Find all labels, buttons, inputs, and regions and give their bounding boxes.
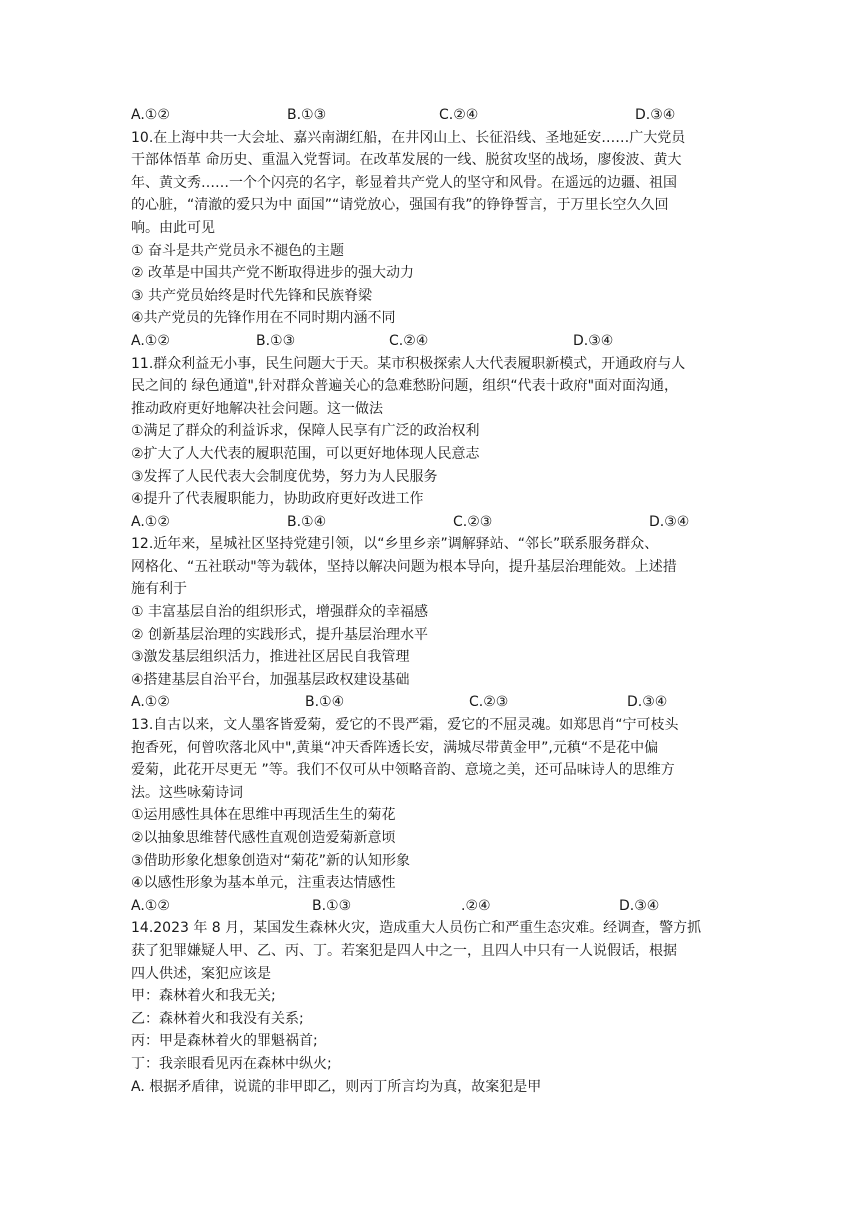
q13-stem-line: 爱菊，此花开尽更无 ”等。我们不仅可从中领略音韵、意境之美，还可品味诗人的思维方 [131, 762, 675, 779]
option-d: D.③④ [573, 332, 614, 349]
question-12 [131, 533, 741, 714]
option-a: A.①② [131, 897, 170, 914]
q11-options [131, 511, 741, 534]
option-b: B.①③ [312, 897, 352, 914]
q10-stem-line: 响。由此可见 [131, 219, 215, 236]
q14-statement: 丁：我亲眼看见丙在森林中纵火; [131, 1055, 332, 1072]
option-c: C.②④ [389, 332, 429, 349]
option-b: B.①④ [287, 513, 327, 530]
q11-statement: ④提升了代表履职能力，协助政府更好改进工作 [131, 491, 424, 508]
option-b: B.①④ [305, 694, 345, 711]
q10-stem-line: 年、黄文秀……一个个闪亮的名字，彰显着共产党人的坚守和风骨。在遥远的边疆、祖国 [131, 174, 677, 191]
q11-stem-line: 11.群众利益无小事，民生问题大于天。某市积极探索人大代表履职新模式，开通政府与人 [131, 355, 686, 372]
option-d: D.③④ [627, 694, 668, 711]
option-a: A.①② [131, 694, 170, 711]
option-d: D.③④ [649, 513, 690, 530]
q11-stem-line: 推动政府更好地解决社会问题。这一做法 [131, 400, 383, 417]
option-c: .②④ [461, 897, 491, 914]
q13-statement: ③借助形象化想象创造对“菊花”新的认知形象 [131, 852, 411, 869]
option-c: C.②③ [453, 513, 493, 530]
q14-stem-line: 14.2023 年 8 月，某国发生森林火灾，造成重大人员伤亡和严重生态灾难。经调查，警方抓 [131, 920, 702, 937]
q10-statement: ③ 共产党员始终是时代先锋和民族脊梁 [131, 287, 372, 304]
q12-statement: ② 创新基层治理的实践形式，提升基层治理水平 [131, 626, 428, 643]
q14-stem-line: 获了犯罪嫌疑人甲、乙、丙、丁。若案犯是四人中之一，且四人中只有一人说假话，根据 [131, 942, 677, 959]
q11-statement: ③发挥了人民代表大会制度优势，努力为人民服务 [131, 468, 438, 485]
option-b: B.①③ [256, 332, 296, 349]
q10-options [131, 330, 741, 353]
q14-stem-line: 四人供述，案犯应该是 [131, 965, 271, 982]
q13-stem-line: 法。这些咏菊诗词 [131, 784, 243, 801]
question-13 [131, 714, 741, 917]
q13-options [131, 895, 741, 918]
q11-statement: ①满足了群众的利益诉求，保障人民享有广泛的政治权利 [131, 423, 480, 440]
option-b: B.①③ [287, 107, 327, 123]
question-14 [131, 917, 741, 1098]
option-c: C.②④ [439, 107, 479, 123]
q10-statement: ④共产党员的先锋作用在不同时期内涵不同 [131, 310, 396, 327]
document-page [131, 104, 741, 1098]
q12-stem-line: 12.近年来，星城社区坚持党建引领，以“乡里乡亲”调解驿站、“邻长”联系服务群众、 [131, 536, 659, 553]
q9-options [131, 104, 741, 127]
q13-stem-line: 抱香死，何曾吹落北风中",黄巢“冲天香阵透长安，满城尽带黄金甲”,元稹“不是花中偏 [131, 739, 659, 756]
q12-options [131, 691, 741, 714]
q13-statement: ②以抽象思维替代感性直观创造爱菊新意顷 [131, 830, 396, 846]
q13-statement: ④以感性形象为基本单元，注重表达情感性 [131, 875, 396, 892]
q13-statement: ①运用感性具体在思维中再现活生生的菊花 [131, 807, 396, 824]
q12-stem-line: 网格化、“五社联动"等为载体，坚持以解决问题为根本导向，提升基层治理能效。上述措 [131, 558, 677, 575]
q12-statement: ④搭建基层自治平台，加强基层政权建设基础 [131, 671, 410, 688]
q10-stem-line: 10.在上海中共一大会址、嘉兴南湖红船，在井冈山上、长征沿线、圣地延安……广大党员 [131, 129, 686, 146]
q14-statement: 乙：森林着火和我没有关系; [131, 1010, 304, 1027]
option-a: A.①② [131, 513, 170, 530]
option-d: D.③④ [635, 107, 676, 123]
q11-stem-line: 民之间的 绿色通道",针对群众普遍关心的急难愁盼问题，组织“代表十政府"面对面沟通， [131, 378, 679, 395]
q11-statement: ②扩大了人大代表的履职范围，可以更好地体现人民意志 [131, 445, 480, 462]
q13-stem-line: 13.自古以来，文人墨客皆爱菊，爱它的不畏严霜，爱它的不屈灵魂。如郑思肖“宁可枝头 [131, 717, 679, 734]
q10-stem-line: 的心脏，“清澈的爱只为中 面国”“请党放心，强国有我”的铮铮誓言，于万里长空久久回 [131, 197, 669, 214]
q12-statement: ③激发基层组织活力，推进社区居民自我管理 [131, 649, 410, 666]
q10-statement: ② 改革是中国共产党不断取得进步的强大动力 [131, 265, 414, 282]
question-10 [131, 127, 741, 353]
q10-statement: ① 奋斗是共产党员永不褪色的主题 [131, 242, 345, 259]
q14-statement: 甲：森林着火和我无关; [131, 988, 276, 1005]
q10-stem-line: 干部体悟革 命历史、重温入党誓词。在改革发展的一线、脱贫攻坚的战场，廖俊波、黄大 [131, 152, 682, 169]
q12-statement: ① 丰富基层自治的组织形式，增强群众的幸福感 [131, 604, 428, 621]
option-c: C.②③ [469, 694, 509, 711]
q12-stem-line: 施有利于 [131, 581, 187, 598]
q14-option-a: A. 根据矛盾律，说谎的非甲即乙，则丙丁所言均为真，故案犯是甲 [131, 1078, 542, 1095]
option-a: A.①② [131, 332, 170, 349]
q14-statement: 丙：甲是森林着火的罪魁祸首; [131, 1033, 318, 1050]
option-a: A.①② [131, 107, 170, 123]
question-11 [131, 353, 741, 534]
option-d: D.③④ [619, 897, 660, 914]
